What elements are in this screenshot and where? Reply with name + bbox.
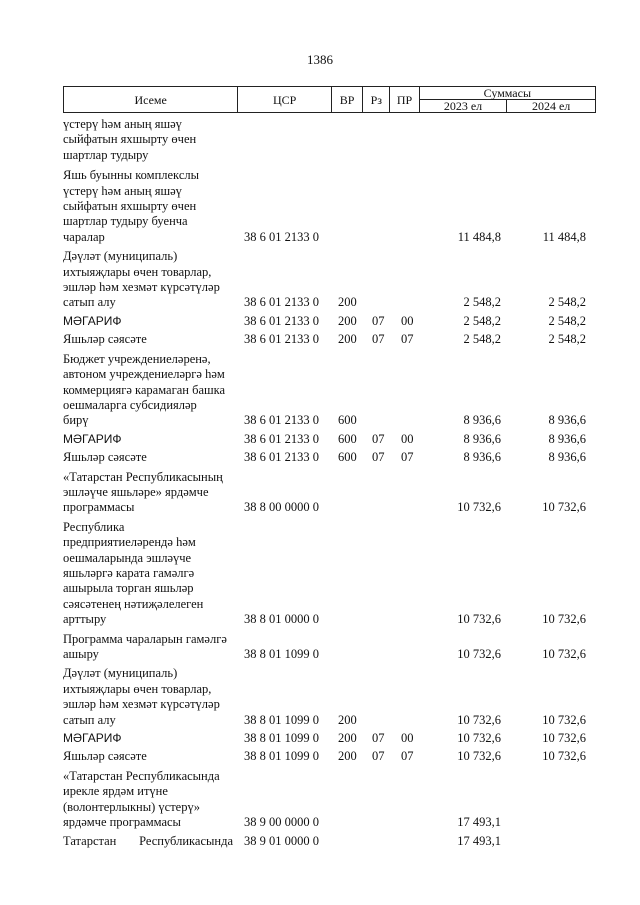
row-name [63,314,233,329]
row-name [63,352,233,429]
row-sum-2024: 11 484,8 [542,229,586,244]
row-name-line: яшьләргә карата гамәлгә [63,565,195,580]
row-sum-2023: 2 548,2 [463,332,501,347]
row-vr: 600 [338,450,357,465]
row-sum-2023: 10 732,6 [457,612,501,627]
row-csr: 38 8 01 1099 0 [244,647,319,661]
header-vr: ВР [332,87,363,113]
row-sum-2023: 8 936,6 [463,431,501,446]
row-name-line: ашыру [63,647,99,661]
row-name [63,520,233,628]
table-row [63,249,593,311]
row-csr: 38 9 01 0000 0 [244,834,319,849]
row-name-line: Яшьләр сәясәте [63,450,147,465]
row-rz: 07 [372,749,385,764]
row-name-line: сәясәтенең нәтиҗәлелеген [63,596,204,611]
table-row [63,332,593,347]
row-name-line: үстерү һәм аның яшәү [63,183,182,198]
row-csr: 38 6 01 2133 0 [244,229,319,244]
header-sum: Суммасы [419,87,595,100]
row-pr: 07 [401,450,414,465]
header-csr: ЦСР [238,87,332,113]
row-name-line: сыйфатын яхшырту өчен [63,199,197,214]
row-name [63,731,233,746]
row-name-line: оешмаларында эшләүче [63,550,192,565]
row-name-line: ирекле ярдәм итүне [63,784,168,799]
row-vr: 200 [338,313,357,328]
row-sum-2023: 10 732,6 [457,500,501,515]
row-name-line: Программа чараларын гамәлгә [63,631,227,646]
table-body [63,117,593,850]
row-sum-2024: 10 732,6 [542,500,586,515]
table-row [63,666,593,728]
header-name: Исеме [64,87,238,113]
row-name [63,249,233,311]
row-sum-2023: 8 936,6 [463,413,501,428]
row-name-line: ихтыяҗлары өчен товарлар, [63,264,212,279]
row-name-line: коммерциягә карамаган башка [63,382,226,397]
row-sum-2023: 2 548,2 [463,313,501,328]
row-name-line: шартлар тудыру буенча [63,214,188,229]
table-row [63,632,593,663]
row-sum-2023: 10 732,6 [457,647,501,661]
row-pr: 00 [401,731,414,746]
table-row [63,470,593,516]
row-sum-2023: 17 493,1 [457,815,501,830]
row-sum-2024: 2 548,2 [548,313,586,328]
row-vr: 200 [338,295,357,310]
header-rz: Рз [363,87,390,113]
table-header [63,86,596,113]
row-sum-2024: 10 732,6 [542,712,586,727]
row-name-line: автоном учреждениеләргә һәм [63,367,225,382]
table-row [63,749,593,764]
row-csr: 38 6 01 2133 0 [244,313,319,328]
row-name [63,117,233,163]
row-name-line: Республика [63,519,125,534]
table-row [63,450,593,465]
row-sum-2024: 10 732,6 [542,749,586,764]
row-name-line: арттыру [63,612,107,627]
row-name-line: бирү [63,413,89,428]
table-row [63,731,593,746]
row-pr: 07 [401,749,414,764]
row-name [63,470,233,516]
row-name-line: Татарстан Республикасында [63,834,233,849]
row-sum-2024: 8 936,6 [548,431,586,446]
row-sum-2023: 10 732,6 [457,749,501,764]
table-row [63,834,593,849]
row-csr: 38 6 01 2133 0 [244,450,319,465]
header-year-2024: 2024 ел [507,100,596,113]
table-row [63,432,593,447]
row-vr: 200 [338,712,357,727]
row-name [63,666,233,728]
row-rz: 07 [372,313,385,328]
row-csr: 38 6 01 2133 0 [244,413,319,428]
row-csr: 38 6 01 2133 0 [244,431,319,446]
row-name-line: Яшьләр сәясәте [63,749,147,764]
row-rz: 07 [372,332,385,347]
row-name-line: эшләр һәм хезмәт күрсәтүләр [63,697,220,712]
row-name-line: предприятиеләрендә һәм [63,535,196,550]
row-csr: 38 8 01 1099 0 [244,731,319,746]
row-sum-2024: 8 936,6 [548,413,586,428]
row-sum-2023: 17 493,1 [457,834,501,849]
row-vr: 200 [338,332,357,347]
row-name-line: Яшьләр сәясәте [63,332,147,347]
row-name-line: ихтыяҗлары өчен товарлар, [63,681,212,696]
row-name [63,432,233,447]
row-pr: 00 [401,313,414,328]
row-pr: 07 [401,332,414,347]
row-vr: 600 [338,431,357,446]
row-name-line: сатып алу [63,295,116,310]
page-number: 1386 [307,52,333,67]
row-name-line: Яшь буынны комплекслы [63,168,200,183]
row-name-line: Бюджет учреждениеләренә, [63,351,211,366]
row-name-line: «Татарстан Республикасында [63,768,220,783]
row-name-line: ашырыла торган яшьләр [63,581,194,596]
row-vr: 200 [338,731,357,746]
table-row [63,520,593,628]
row-sum-2024: 2 548,2 [548,332,586,347]
row-sum-2023: 10 732,6 [457,712,501,727]
row-name-line: Дәүләт (муниципаль) [63,249,178,264]
row-csr: 38 6 01 2133 0 [244,295,319,310]
header-pr: ПР [390,87,419,113]
row-name-line: ярдәмче программасы [63,815,181,830]
row-name [63,450,233,465]
row-sum-2023: 11 484,8 [457,229,501,244]
table-row [63,314,593,329]
row-name-line: оешмаларга субсидияләр [63,397,197,412]
row-name-line: эшләүче яшьләре» ярдәмче [63,484,209,499]
row-sum-2024: 10 732,6 [542,647,586,661]
row-name-line: программасы [63,500,135,515]
row-csr: 38 8 01 0000 0 [244,612,319,627]
header-year-2023: 2023 ел [419,100,507,113]
row-csr: 38 8 01 1099 0 [244,749,319,764]
row-name-line: чаралар [63,229,105,244]
row-name-line: МӘГАРИФ [63,313,122,328]
table-row [63,117,593,163]
row-name [63,632,233,663]
row-name [63,168,233,245]
row-vr: 200 [338,749,357,764]
table-row [63,352,593,429]
row-name [63,769,233,831]
row-name-line: эшләр һәм хезмәт күрсәтүләр [63,280,220,295]
row-csr: 38 8 01 1099 0 [244,712,319,727]
row-sum-2023: 10 732,6 [457,731,501,746]
row-csr: 38 8 00 0000 0 [244,500,319,515]
row-sum-2024: 8 936,6 [548,450,586,465]
row-sum-2023: 8 936,6 [463,450,501,465]
row-name [63,834,233,849]
row-name-line: Дәүләт (муниципаль) [63,666,178,681]
row-rz: 07 [372,450,385,465]
table-row [63,168,593,245]
row-sum-2024: 10 732,6 [542,731,586,746]
row-name-line: (волонтерлыкны) үстерү» [63,799,200,814]
row-rz: 07 [372,731,385,746]
row-vr: 600 [338,413,357,428]
row-csr: 38 6 01 2133 0 [244,332,319,347]
row-name [63,749,233,764]
row-name-line: сатып алу [63,712,116,727]
row-pr: 00 [401,431,414,446]
row-rz: 07 [372,431,385,446]
row-sum-2023: 2 548,2 [463,295,501,310]
row-name-line: МӘГАРИФ [63,431,122,446]
row-csr: 38 9 00 0000 0 [244,815,319,830]
row-name-line: сыйфатын яхшырту өчен [63,132,197,147]
table-row [63,769,593,831]
row-name [63,332,233,347]
row-name-line: шартлар тудыру [63,147,149,162]
row-name-line: МӘГАРИФ [63,731,122,746]
row-sum-2024: 10 732,6 [542,612,586,627]
row-name-line: үстерү һәм аның яшәү [63,117,182,131]
row-name-line: «Татарстан Республикасының [63,469,223,484]
row-sum-2024: 2 548,2 [548,295,586,310]
